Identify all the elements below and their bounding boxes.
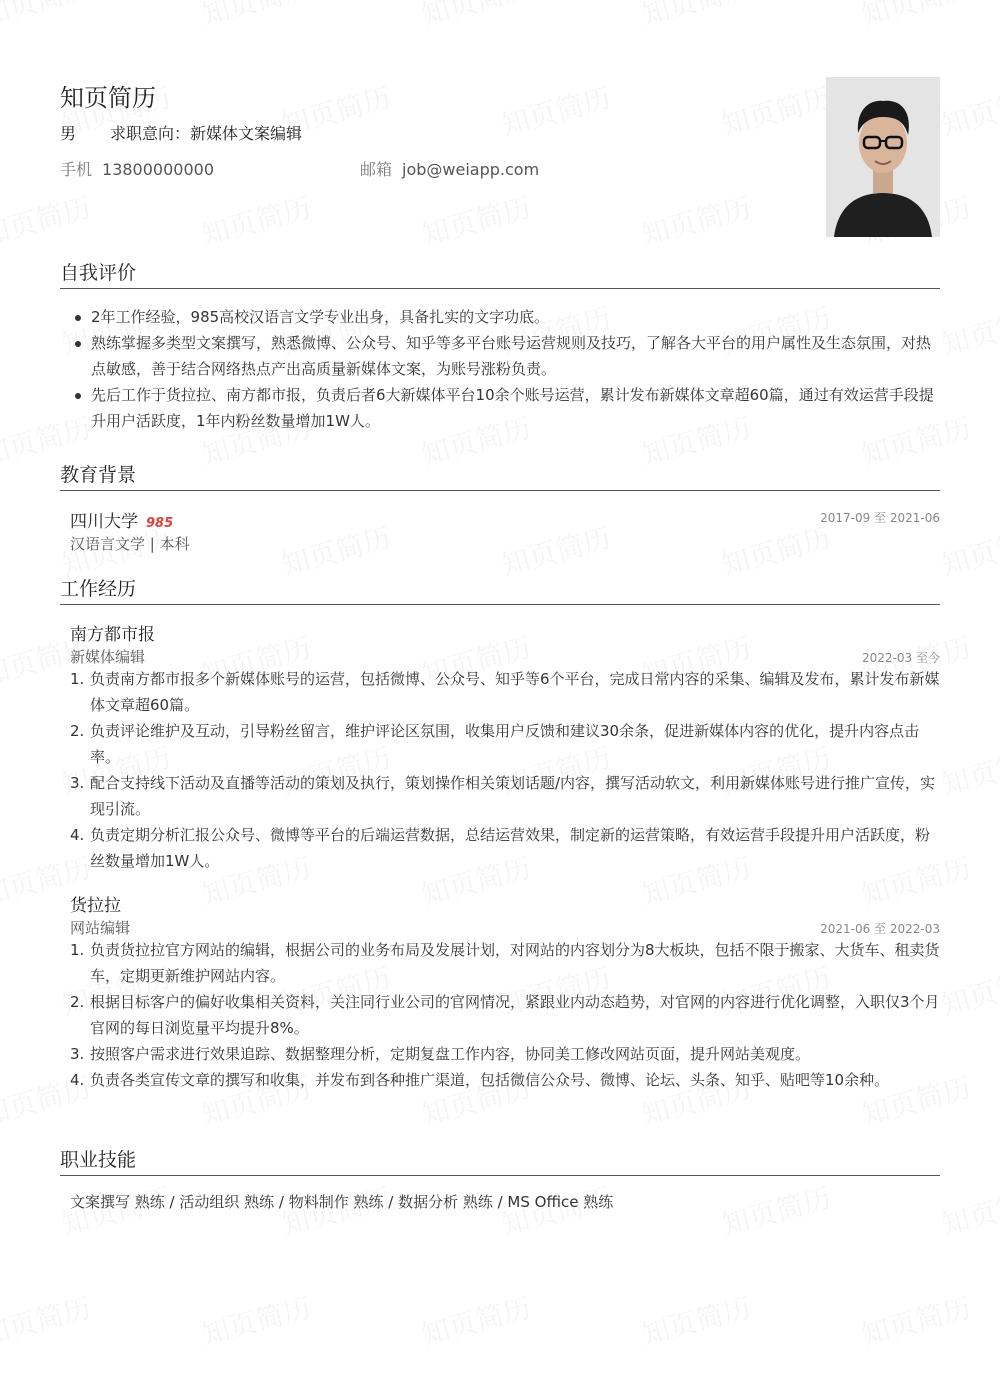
resume-page — [60, 0, 940, 1385]
job-duties-list — [70, 666, 940, 874]
watermark-text — [937, 76, 1000, 144]
profile-photo-illustration — [826, 77, 940, 237]
watermark-text — [937, 736, 1000, 804]
school-985-badge: 985 — [146, 516, 174, 531]
gender: 男 — [60, 124, 77, 143]
job-company: 南方都市报 — [70, 625, 155, 645]
self-eval-list — [70, 304, 940, 434]
job-date: 2021-06 至 2022-03 — [820, 922, 940, 936]
job-role: 新媒体编辑 — [70, 648, 146, 666]
watermark-text — [937, 296, 1000, 364]
section-title-self-eval: 自我评价 — [60, 260, 940, 289]
job-date: 2022-03 至今 — [862, 651, 940, 665]
job-duty-item: 2. 负责评论维护及互动，引导粉丝留言，维护评论区氛围，收集用户反馈和建议30余条，促进新媒体内容的优化，提升内容点击率。 — [70, 722, 920, 766]
watermark-text — [937, 516, 1000, 584]
profile-photo — [826, 77, 940, 237]
self-eval-item: 熟练掌握多类型文案撰写，熟悉微博、公众号、知乎等多平台账号运营规则及技巧，了解各大平台的用户属性及生态氛围，对热点敏感，善于结合网络热点产出高质量新媒体文案，为账号涨粉负责。 — [70, 330, 940, 382]
education-school-line — [70, 507, 173, 532]
candidate-name: 知页简历 — [60, 84, 156, 112]
section-title-education: 教育背景 — [60, 462, 940, 491]
email-label: 邮箱 — [360, 160, 393, 179]
job-company: 货拉拉 — [70, 896, 121, 916]
email-contact — [360, 157, 539, 180]
self-eval-item: 2年工作经验，985高校汉语言文学专业出身，具备扎实的文字功底。 — [70, 304, 940, 330]
job-intent-value: 新媒体文案编辑 — [190, 124, 303, 143]
section-title-skills: 职业技能 — [60, 1147, 940, 1176]
education-major: 汉语言文学 | 本科 — [70, 535, 190, 553]
job-duty-item: 1. 负责货拉拉官方网站的编辑，根据公司的业务布局及发展计划，对网站的内容划分为8大板块，包括不限于搬家、大货车、租卖货车，定期更新维护网站内容。 — [70, 941, 940, 985]
watermark-text — [937, 956, 1000, 1024]
job-duty-item: 1. 负责南方都市报多个新媒体账号的运营，包括微博、公众号、知乎等6个平台，完成日常内容的采集、编辑及发布，累计发布新媒体文章超60篇。 — [70, 670, 940, 714]
email-value: job@weiapp.com — [402, 160, 540, 179]
skills-text: 文案撰写 熟练 / 活动组织 熟练 / 物料制作 熟练 / 数据分析 熟练 / MS Office 熟练 — [70, 1193, 614, 1211]
phone-contact — [60, 157, 214, 180]
phone-value: 13800000000 — [102, 160, 214, 179]
school-name: 四川大学 — [70, 512, 138, 532]
section-title-work: 工作经历 — [60, 576, 940, 605]
job-intent-label: 求职意向： — [110, 124, 191, 143]
job-duty-item: 3. 配合支持线下活动及直播等活动的策划及执行，策划操作相关策划话题/内容，撰写活动软文，利用新媒体账号进行推广宣传，实现引流。 — [70, 774, 936, 818]
watermark-text — [937, 1176, 1000, 1244]
education-date: 2017-09 至 2021-06 — [820, 511, 940, 525]
phone-label: 手机 — [60, 160, 93, 179]
job-duty-item: 2. 根据目标客户的偏好收集相关资料，关注同行业公司的官网情况，紧跟业内动态趋势，对官网的内容进行优化调整，入职仅3个月官网的每日浏览量平均提升8%。 — [70, 993, 940, 1037]
job-role: 网站编辑 — [70, 919, 131, 937]
basic-info-line — [60, 121, 302, 144]
job-duty-item: 4. 负责定期分析汇报公众号、微博等平台的后端运营数据，总结运营效果，制定新的运营策略，有效运营手段提升用户活跃度，粉丝数量增加1W人。 — [70, 826, 931, 870]
self-eval-item: 先后工作于货拉拉、南方都市报，负责后者6大新媒体平台10余个账号运营，累计发布新媒体文章超60篇，通过有效运营手段提升用户活跃度，1年内粉丝数量增加1W人。 — [70, 382, 940, 434]
job-duty-item: 3. 按照客户需求进行效果追踪、数据整理分析，定期复盘工作内容，协同美工修改网站页面，提升网站美观度。 — [70, 1045, 811, 1063]
job-duty-item: 4. 负责各类宣传文章的撰写和收集，并发布到各种推广渠道，包括微信公众号、微博、论坛、头条、知乎、贴吧等10余种。 — [70, 1071, 890, 1089]
job-duties-list — [70, 937, 940, 1093]
